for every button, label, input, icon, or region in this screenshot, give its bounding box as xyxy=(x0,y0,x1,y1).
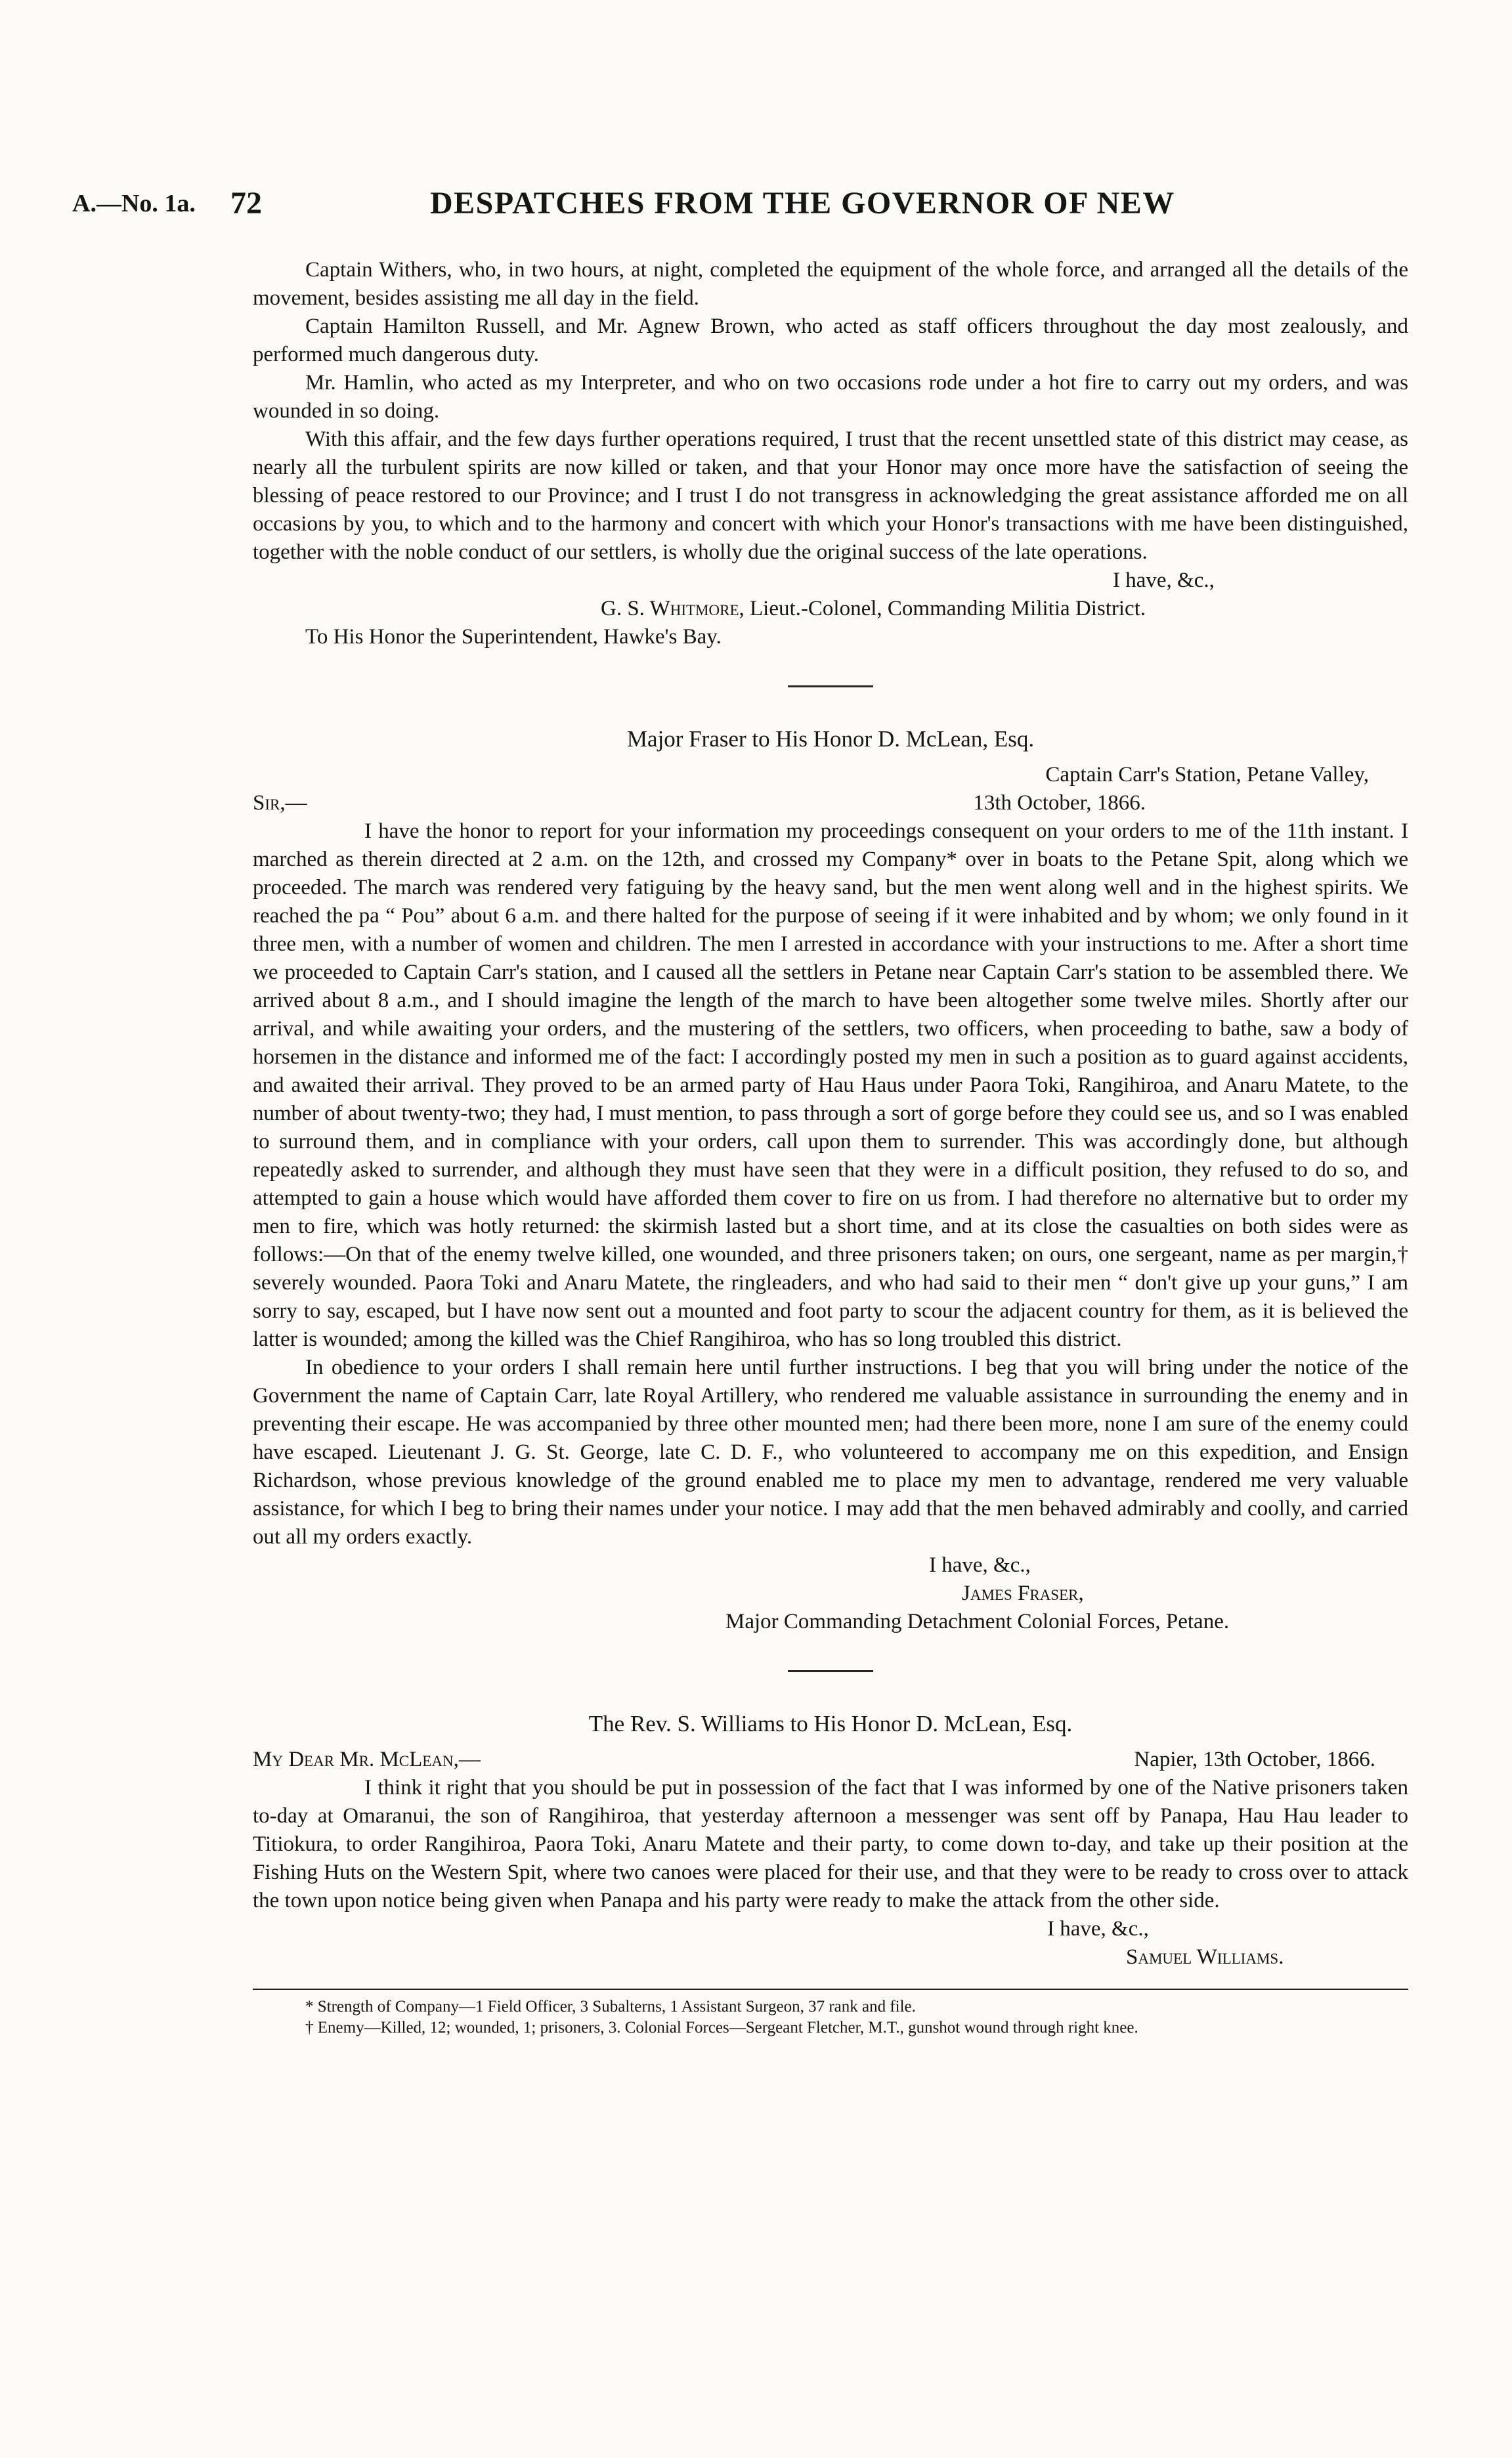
letter-fraser xyxy=(253,724,1408,1636)
letter-date: Napier, 13th October, 1866. xyxy=(1134,1748,1375,1771)
footnotes xyxy=(253,1996,1408,2038)
signature-name: Samuel Williams. xyxy=(1126,1945,1284,1969)
signature-title: Lieut.-Colonel, Commanding Militia District. xyxy=(750,597,1146,620)
letter-williams xyxy=(253,1709,1408,1972)
salutation: Sir,— xyxy=(253,791,307,815)
section-divider xyxy=(788,1670,873,1672)
section-divider xyxy=(788,685,873,687)
footnote: † Enemy—Killed, 12; wounded, 1; prisoners, 3. Colonial Forces—Sergeant Fletcher, M.T., gunshot wound through right knee. xyxy=(305,2019,1138,2037)
address: Captain Carr's Station, Petane Valley, xyxy=(1045,763,1369,787)
paragraph: I have the honor to report for your information my proceedings consequent on your orders to me of the 11th instant. I marched as therein directed at 2 a.m. on the 12th, and crossed my Company* over in boats to the Petane Spit, along which we proceeded. The march was rendered very fatiguing by the heavy sand, but the men went along well and in the highest spirits. We reached the pa “ Pou” about 6 a.m. and there halted for the purpose of seeing if it were inhabited and by whom; we only found in it three men, with a number of women and children. The men I arrested in accordance with your instructions to me. After a short time we proceeded to Captain Carr's station, and I caused all the settlers in Petane near Captain Carr's station to be assembled there. We arrived about 8 a.m., and I should imagine the length of the march to have been altogether some twelve miles. Shortly after our arrival, and while awaiting your orders, and the mustering of the settlers, two officers, when proceeding to bathe, saw a body of horsemen in the distance and informed me of the fact: I accordingly posted my men in such a position as to guard against accidents, and awaited their arrival. They proved to be an armed party of Hau Haus under Paora Toki, Rangihiroa, and Anaru Matete, to the number of about twenty-two; they had, I must mention, to pass through a sort of gorge before they could see us, and so I was enabled to surround them, and in compliance with your orders, call upon them to surrender. This was accordingly done, but although repeatedly asked to surrender, and although they must have seen that they were in a difficult position, they refused to do so, and attempted to gain a house which would have afforded them cover to fire on us from. I had therefore no alternative but to order my men to fire, which was hotly returned: the skirmish lasted but a short time, and at its close the casualties on both sides were as follows:—On that of the enemy twelve killed, one wounded, and three prisoners taken; on ours, one sergeant, name as per margin,† severely wounded. Paora Toki and Anaru Matete, the ringleaders, and who had said to their men “ don't give up your guns,” I am sorry to say, escaped, but I have now sent out a mounted and foot party to scour the adjacent country for them, as it is believed the latter is wounded; among the killed was the Chief Rangihiroa, who has so long troubled this district. xyxy=(253,819,1408,1351)
salutation-date-line xyxy=(253,789,1408,817)
paragraph: With this affair, and the few days further operations required, I trust that the recent unsettled state of this district may cease, as nearly all the turbulent spirits are now killed or taken, and that your Honor may once more have the satisfaction of seeing the blessing of peace restored to our Province; and I trust I do not transgress in acknowledging the great assistance afforded me on all occasions by you, to which and to the harmony and concert with which your Honor's transactions with me have been distinguished, together with the noble conduct of our settlers, is wholly due the original success of the late operations. xyxy=(253,427,1408,564)
page-number: 72 xyxy=(230,186,262,221)
page-content xyxy=(72,185,1408,2038)
page-header xyxy=(72,185,1408,223)
signature-line xyxy=(253,595,1408,623)
running-title: DESPATCHES FROM THE GOVERNOR OF NEW xyxy=(430,186,1175,221)
signature-block xyxy=(253,567,1408,623)
salutation-date-line xyxy=(253,1746,1408,1774)
signature-block xyxy=(253,1551,1408,1636)
section-whitmore-letter-end xyxy=(253,256,1408,651)
letter-date: 13th October, 1866. xyxy=(973,791,1146,815)
footnote: * Strength of Company—1 Field Officer, 3 Subalterns, 1 Assistant Surgeon, 37 rank and file. xyxy=(305,1998,916,2016)
paragraph: I think it right that you should be put in possession of the fact that I was informed by one of the Native prisoners taken to-day at Omaranui, the son of Rangihiroa, that yesterday afternoon a messenger was sent off by Panapa, Hau Hau leader to Titiokura, to order Rangihiroa, Paora Toki, Anaru Matete and their party, to come down to-day, and take up their position at the Fishing Huts on the Western Spit, where two canoes were placed for their use, and that they were to be ready to cross over to attack the town upon notice being given when Panapa and his party were ready to make the attack from the other side. xyxy=(253,1776,1408,1912)
paragraph: Captain Withers, who, in two hours, at night, completed the equipment of the whole force, and arranged all the details of the movement, besides assisting me all day in the field. xyxy=(253,258,1408,310)
footnotes-rule xyxy=(253,1989,1408,1990)
letter-heading: The Rev. S. Williams to His Honor D. McLean, Esq. xyxy=(588,1711,1073,1736)
closing: I have, &c., xyxy=(1113,569,1215,592)
address-line xyxy=(253,761,1408,789)
closing: I have, &c., xyxy=(929,1553,1031,1577)
paragraph: In obedience to your orders I shall remain here until further instructions. I beg that you will bring under the notice of the Government the name of Captain Carr, late Royal Artillery, who rendered me valuable assistance in surrounding the enemy and in preventing their escape. He was accompanied by three other mounted men; had there been more, none I am sure of the enemy could have escaped. Lieutenant J. G. St. George, late C. D. F., who volunteered to accompany me on this expedition, and Ensign Richardson, whose previous knowledge of the ground enabled me to place my men to advantage, rendered me very valuable assistance, for which I beg to bring their names under your notice. I may add that the men behaved admirably and coolly, and carried out all my orders exactly. xyxy=(253,1356,1408,1549)
letter-heading: Major Fraser to His Honor D. McLean, Esq. xyxy=(626,726,1035,752)
document-reference: A.—No. 1a. xyxy=(72,190,196,217)
salutation: My Dear Mr. McLean,— xyxy=(253,1748,481,1771)
signature-name: G. S. Whitmore, xyxy=(601,597,745,620)
paragraph: Captain Hamilton Russell, and Mr. Agnew Brown, who acted as staff officers throughout the day most zealously, and performed much dangerous duty. xyxy=(253,314,1408,366)
paragraph: Mr. Hamlin, who acted as my Interpreter, and who on two occasions rode under a hot fire to carry out my orders, and was wounded in so doing. xyxy=(253,371,1408,423)
signature-title: Major Commanding Detachment Colonial Forces, Petane. xyxy=(725,1610,1230,1633)
closing: I have, &c., xyxy=(1047,1917,1149,1941)
signature-name: James Fraser, xyxy=(962,1582,1084,1605)
signature-block xyxy=(253,1915,1408,1972)
addressee: To His Honor the Superintendent, Hawke's Bay. xyxy=(305,625,722,649)
